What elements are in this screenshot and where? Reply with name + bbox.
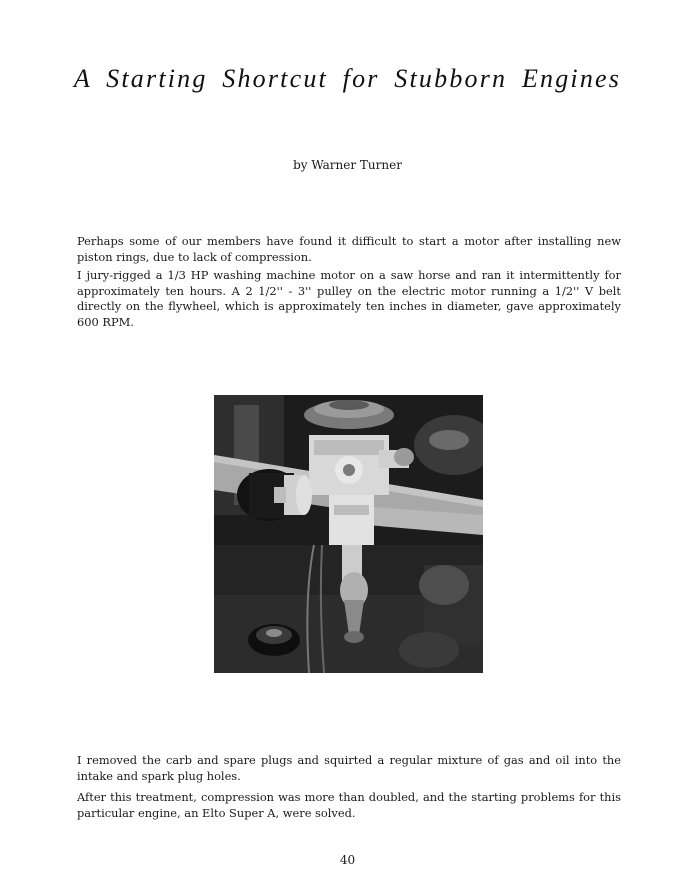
paragraph-result: After this treatment, compression was more than doubled, and the starting problems for this particular engine, an Elto Super A, were solved.	[77, 790, 621, 820]
engine-photo	[214, 395, 483, 673]
paragraph-treatment: I removed the carb and spare plugs and squirted a regular mixture of gas and oil into the intake and spark plug holes.	[77, 753, 621, 783]
page-number: 40	[339, 853, 356, 867]
author-byline: by Warner Turner	[293, 158, 402, 172]
paragraph-setup: I jury-rigged a 1/3 HP washing machine motor on a saw horse and ran it intermittently for approximately ten hours. A 2 1/2'' - 3'' pulley on the electric motor running a 1/2'' V belt directly on the flywheel, which is approximately ten inches in diameter, gave approximately 600 RPM.	[77, 268, 621, 329]
article-title: A Starting Shortcut for Stubborn Engines	[73, 64, 622, 93]
paragraph-intro: Perhaps some of our members have found it difficult to start a motor after installing new piston rings, due to lack of compression.	[77, 234, 621, 264]
engine-photo-image	[214, 395, 483, 673]
